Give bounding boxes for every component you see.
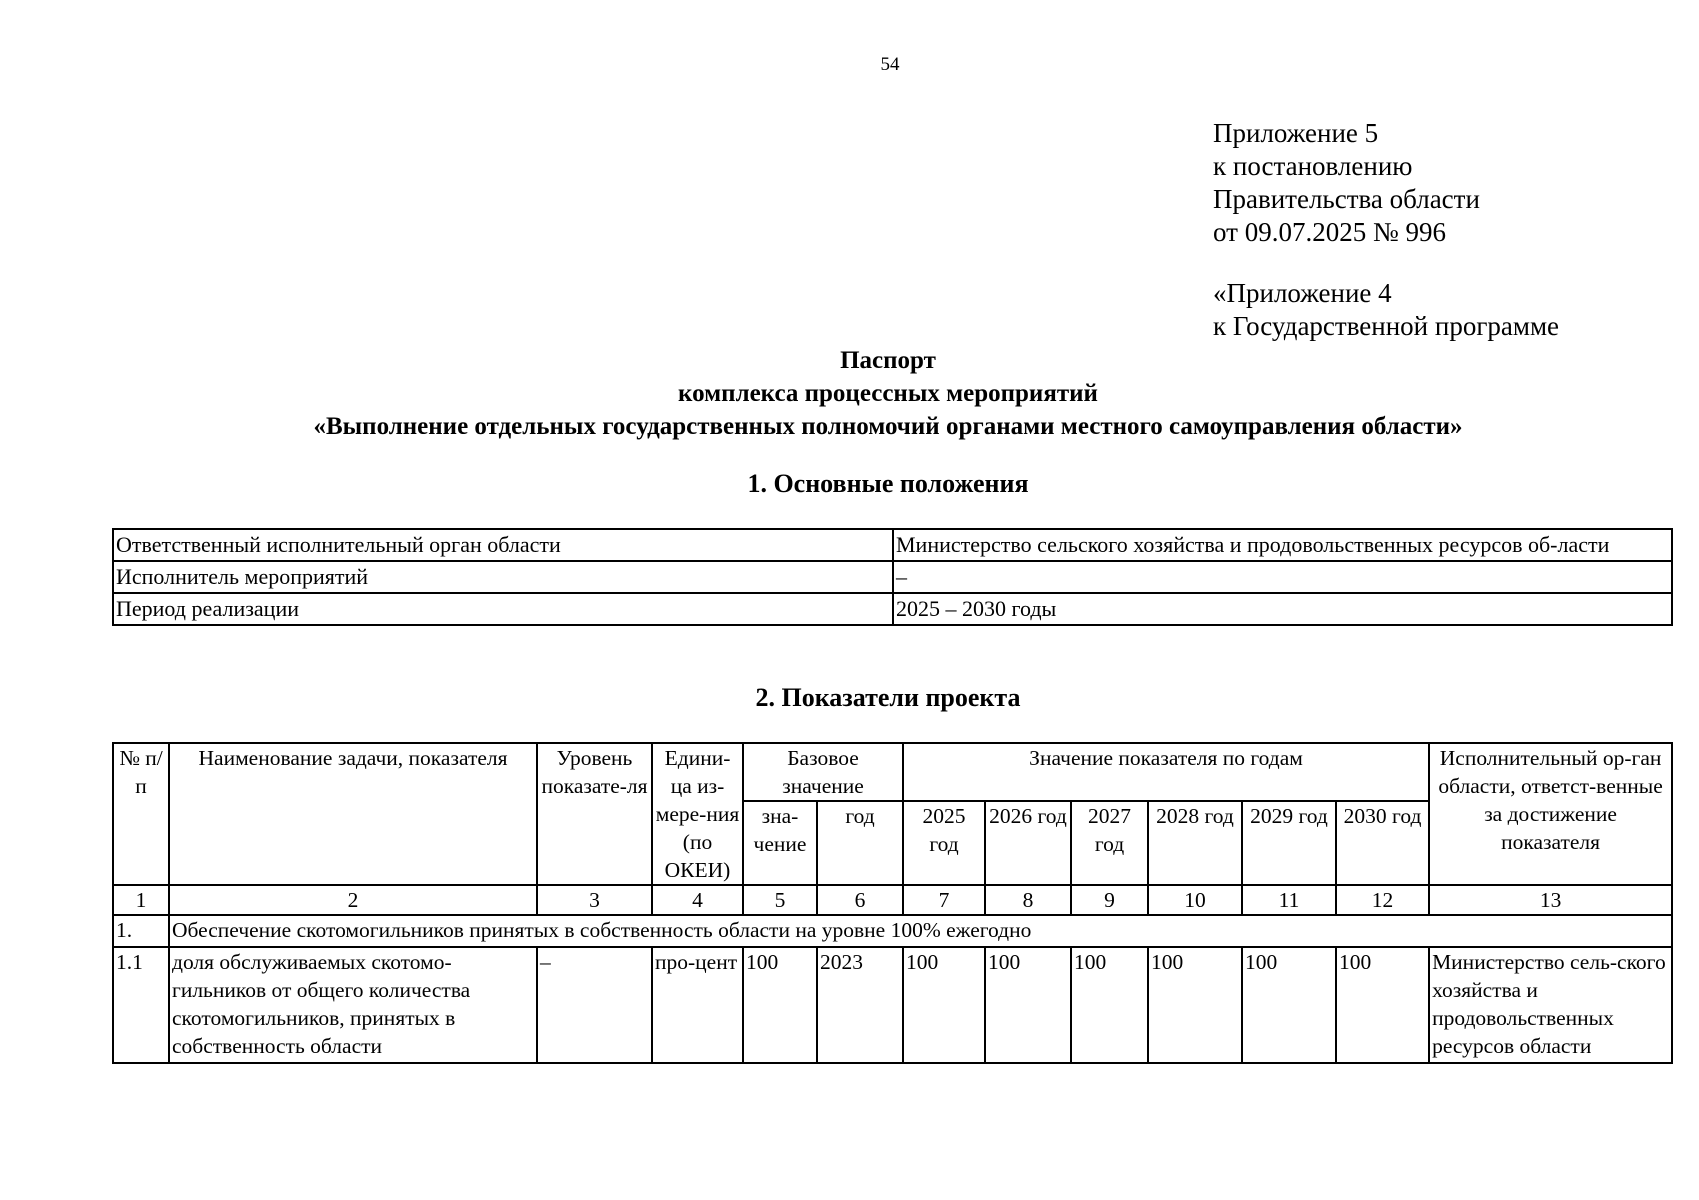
table-cell-label: Ответственный исполнительный орган области <box>113 529 893 561</box>
appendix-line: от 09.07.2025 № 996 <box>1213 217 1446 247</box>
indicator-name: доля обслуживаемых скотомо-гильников от общего количества скотомогильников, принятых в собственность области <box>169 947 537 1063</box>
indicator-value-2025: 100 <box>903 947 985 1063</box>
column-number: 4 <box>652 885 743 915</box>
indicator-value-2028: 100 <box>1148 947 1242 1063</box>
indicator-value-2026: 100 <box>985 947 1071 1063</box>
title-line: «Выполнение отдельных государственных полномочий органами местного самоуправления области» <box>313 413 1463 440</box>
column-number: 8 <box>985 885 1071 915</box>
document-title <box>0 344 1699 443</box>
appendix-line: к постановлению <box>1213 151 1413 181</box>
indicator-unit: про-цент <box>652 947 743 1063</box>
indicator-base-year: 2023 <box>817 947 903 1063</box>
task-num: 1. <box>113 915 169 947</box>
table-cell-label: Период реализации <box>113 593 893 625</box>
indicators-table <box>112 742 1673 1064</box>
column-number: 10 <box>1148 885 1242 915</box>
appendix-program-note <box>1213 277 1559 343</box>
header-level: Уровень показате-ля <box>537 743 652 885</box>
header-by-years: Значение показателя по годам <box>903 743 1429 801</box>
column-number: 13 <box>1429 885 1672 915</box>
main-provisions-table <box>112 528 1673 626</box>
appendix-line: «Приложение 4 <box>1213 278 1392 308</box>
title-line: комплекса процессных мероприятий <box>678 380 1098 407</box>
header-year: 2025 год <box>903 801 985 885</box>
column-number: 11 <box>1242 885 1336 915</box>
indicator-num: 1.1 <box>113 947 169 1063</box>
header-responsible: Исполнительный ор-ган области, ответст-венные за достижение показателя <box>1429 743 1672 885</box>
column-number: 9 <box>1071 885 1148 915</box>
indicator-level: – <box>537 947 652 1063</box>
task-text: Обеспечение скотомогильников принятых в собственность области на уровне 100% ежегодно <box>169 915 1672 947</box>
header-year: 2026 год <box>985 801 1071 885</box>
page-number: 54 <box>880 54 900 75</box>
appendix-line: Правительства области <box>1213 184 1480 214</box>
header-base-value: зна-чение <box>743 801 817 885</box>
indicator-value-2030: 100 <box>1336 947 1429 1063</box>
appendix-approval-note <box>1213 117 1480 249</box>
section-heading-indicators: 2. Показатели проекта <box>755 683 1021 712</box>
appendix-line: Приложение 5 <box>1213 118 1379 148</box>
header-num: № п/п <box>113 743 169 885</box>
header-base: Базовое значение <box>743 743 903 801</box>
table-row <box>113 561 1672 593</box>
column-number: 6 <box>817 885 903 915</box>
column-number: 2 <box>169 885 537 915</box>
indicator-base-value: 100 <box>743 947 817 1063</box>
table-row <box>113 947 1672 1063</box>
header-name: Наименование задачи, показателя <box>169 743 537 885</box>
title-line: Паспорт <box>840 347 936 374</box>
header-row <box>113 743 1672 801</box>
column-number: 5 <box>743 885 817 915</box>
table-cell-label: Исполнитель мероприятий <box>113 561 893 593</box>
column-number: 12 <box>1336 885 1429 915</box>
column-number-row <box>113 885 1672 915</box>
table-row <box>113 593 1672 625</box>
header-year: 2029 год <box>1242 801 1336 885</box>
table-cell-value: 2025 – 2030 годы <box>893 593 1672 625</box>
header-base-year: год <box>817 801 903 885</box>
indicator-value-2029: 100 <box>1242 947 1336 1063</box>
header-year: 2028 год <box>1148 801 1242 885</box>
appendix-line: к Государственной программе <box>1213 311 1560 341</box>
task-row <box>113 915 1672 947</box>
column-number: 7 <box>903 885 985 915</box>
column-number: 3 <box>537 885 652 915</box>
table-cell-value: Министерство сельского хозяйства и продовольственных ресурсов об-ласти <box>893 529 1672 561</box>
indicator-value-2027: 100 <box>1071 947 1148 1063</box>
section-heading-main-provisions: 1. Основные положения <box>747 469 1029 498</box>
header-year: 2030 год <box>1336 801 1429 885</box>
header-year: 2027 год <box>1071 801 1148 885</box>
column-number: 1 <box>113 885 169 915</box>
table-row <box>113 529 1672 561</box>
header-unit: Едини-ца из-мере-ния (по ОКЕИ) <box>652 743 743 885</box>
table-cell-value: – <box>893 561 1672 593</box>
indicator-responsible: Министерство сель-ского хозяйства и продовольственных ресурсов области <box>1429 947 1672 1063</box>
